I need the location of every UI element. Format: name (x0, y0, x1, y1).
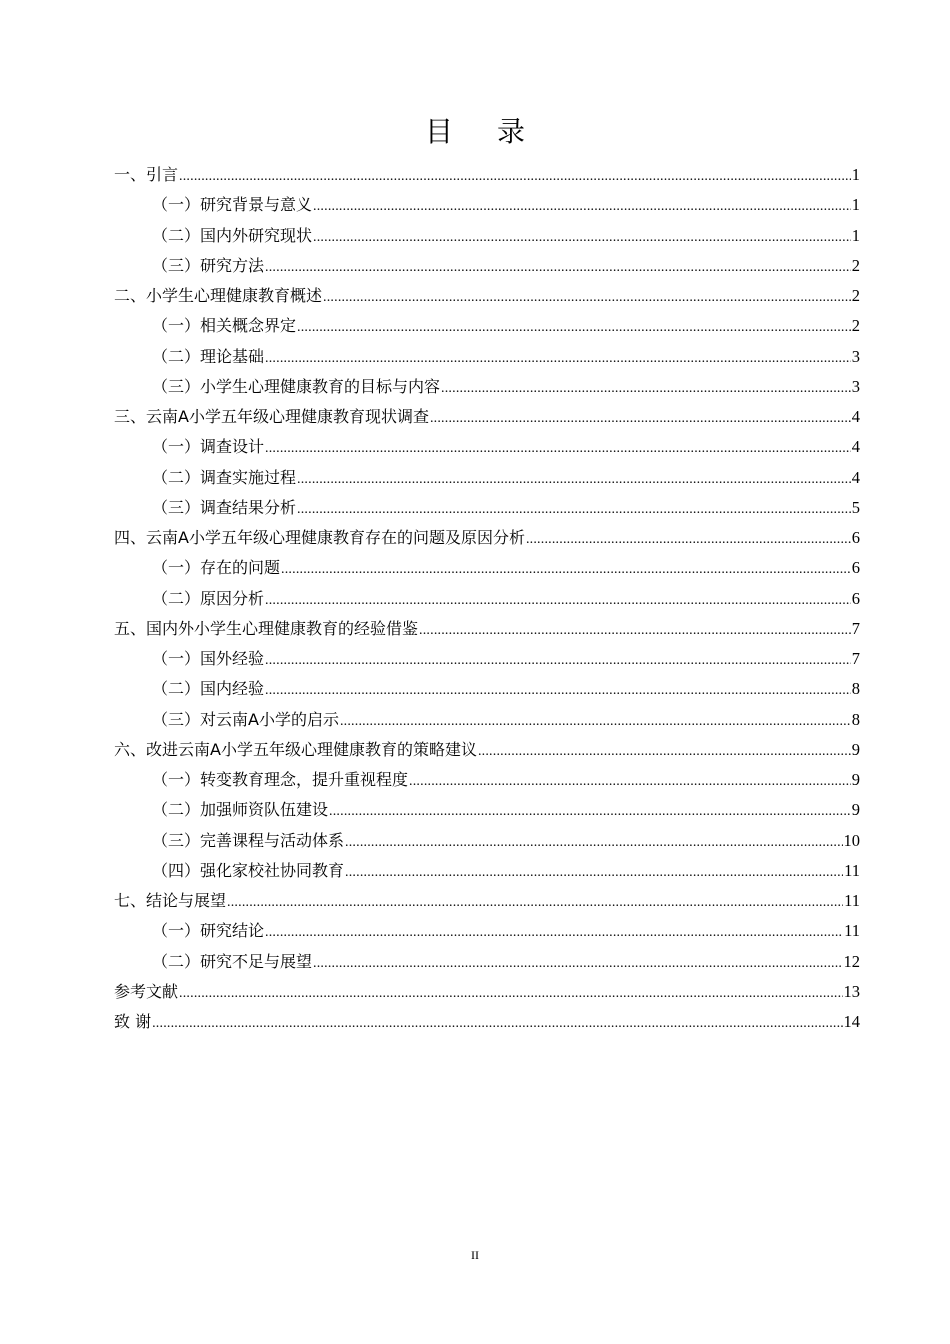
dot-leader (419, 616, 851, 646)
page-title: 目录 (424, 115, 569, 148)
toc-entry-label: （一）相关概念界定 (152, 316, 297, 336)
toc-entry-label: （一）转变教育理念，提升重视程度 (152, 770, 409, 789)
toc-entry-label: （一）调查设计 (152, 437, 265, 457)
dot-leader (345, 828, 842, 858)
toc-entry-label: （二）加强师资队伍建设 (152, 800, 329, 820)
toc-entry-label: （三）完善课程与活动体系 (152, 830, 345, 850)
dot-leader (265, 586, 851, 616)
toc-entry-label: （一）国外经验 (152, 649, 265, 668)
toc-entry[interactable] (114, 765, 860, 795)
toc-entry-page: 6 (851, 558, 860, 578)
toc-entry-label: 二、小学生心理健康教育概述 (114, 286, 323, 305)
dot-leader (345, 858, 843, 888)
toc-entry-page: 9 (851, 800, 860, 820)
toc-entry[interactable] (114, 221, 860, 251)
toc-entry-page: 11 (844, 921, 860, 941)
dot-leader (265, 646, 851, 676)
dot-leader (478, 737, 851, 767)
toc-entry-label: （三）研究方法 (152, 255, 265, 275)
dot-leader (340, 707, 851, 737)
toc-entry-page: 9 (851, 770, 860, 789)
toc-entry-label: （一）研究背景与意义 (152, 195, 313, 215)
toc-entry-page: 12 (843, 951, 860, 971)
dot-leader (313, 949, 842, 979)
dot-leader (297, 495, 851, 525)
toc-entry-page: 2 (851, 316, 860, 336)
dot-leader (265, 344, 851, 374)
toc-entry-page: 7 (851, 649, 860, 668)
toc-entry-page: 11 (844, 891, 860, 910)
toc-entry[interactable] (114, 1007, 860, 1037)
page-number: II (471, 1248, 479, 1262)
toc-entry[interactable] (114, 705, 860, 735)
toc-entry-label: （二）理论基础 (152, 346, 265, 366)
toc-entry-page: 9 (851, 739, 860, 759)
toc-entry[interactable] (114, 584, 860, 614)
toc-entry-page: 4 (851, 437, 860, 457)
toc-entry[interactable] (114, 553, 860, 583)
dot-leader (297, 465, 851, 495)
toc-entry-page: 3 (851, 376, 860, 396)
dot-leader (265, 434, 851, 464)
toc-entry-page: 8 (851, 679, 860, 699)
toc-entry-page: 8 (851, 709, 860, 729)
toc-entry[interactable] (114, 795, 860, 825)
toc-entry[interactable] (114, 342, 860, 372)
toc-entry-label: （二）国内经验 (152, 679, 265, 699)
toc-entry[interactable] (114, 463, 860, 493)
toc-entry[interactable] (114, 402, 860, 432)
dot-leader (409, 767, 851, 797)
table-of-contents (114, 160, 860, 1037)
toc-entry-label: 七、结论与展望 (114, 891, 227, 910)
toc-entry-page: 6 (851, 588, 860, 608)
toc-entry[interactable] (114, 251, 860, 281)
toc-entry-label: （三）小学生心理健康教育的目标与内容 (152, 376, 441, 396)
toc-entry-label: （三）对云南A小学的启示 (152, 709, 339, 729)
toc-entry-page: 7 (851, 618, 860, 638)
toc-entry-page: 6 (851, 528, 860, 547)
toc-entry-page: 11 (844, 860, 860, 880)
toc-entry-page: 13 (843, 981, 860, 1001)
dot-leader (152, 1009, 842, 1039)
toc-entry-label: 六、改进云南A小学五年级心理健康教育的策略建议 (114, 739, 477, 759)
toc-entry-page: 14 (843, 1012, 860, 1031)
dot-leader (323, 283, 851, 313)
toc-entry[interactable] (114, 493, 860, 523)
toc-entry-page: 4 (851, 407, 860, 426)
dot-leader (441, 374, 851, 404)
toc-entry-label: 四、云南A小学五年级心理健康教育存在的问题及原因分析 (114, 528, 525, 547)
toc-entry-page: 4 (851, 467, 860, 487)
toc-entry-label: （二）原因分析 (152, 588, 265, 608)
toc-entry-page: 2 (851, 255, 860, 275)
toc-entry[interactable] (114, 735, 860, 765)
dot-leader (430, 404, 851, 434)
toc-entry[interactable] (114, 190, 860, 220)
toc-entry[interactable] (114, 886, 860, 916)
toc-entry-label: （三）调查结果分析 (152, 497, 297, 517)
toc-entry[interactable] (114, 432, 860, 462)
toc-entry-label: 一、引言 (114, 165, 179, 184)
toc-entry-label: （二）国内外研究现状 (152, 225, 313, 245)
toc-entry-page: 1 (851, 225, 860, 245)
toc-entry[interactable] (114, 674, 860, 704)
dot-leader (179, 979, 842, 1009)
dot-leader (329, 797, 851, 827)
toc-entry[interactable] (114, 826, 860, 856)
toc-entry[interactable] (114, 523, 860, 553)
dot-leader (227, 888, 843, 918)
dot-leader (265, 253, 851, 283)
toc-entry-label: 参考文献 (114, 981, 179, 1001)
dot-leader (179, 162, 851, 192)
toc-entry[interactable] (114, 372, 860, 402)
toc-entry[interactable] (114, 916, 860, 946)
toc-entry-label: 三、云南A小学五年级心理健康教育现状调查 (114, 407, 429, 426)
toc-entry-label: （一）研究结论 (152, 921, 265, 941)
toc-entry-label: 五、国内外小学生心理健康教育的经验借鉴 (114, 618, 419, 638)
toc-entry-label: 致 谢 (114, 1012, 152, 1031)
toc-entry-label: （一）存在的问题 (152, 558, 281, 578)
toc-entry-label: （二）研究不足与展望 (152, 951, 313, 971)
toc-entry[interactable] (114, 614, 860, 644)
toc-entry[interactable] (114, 311, 860, 341)
toc-entry-page: 1 (851, 195, 860, 215)
toc-entry-label: （四）强化家校社协同教育 (152, 860, 345, 880)
toc-entry[interactable] (114, 281, 860, 311)
toc-entry-page: 5 (851, 497, 860, 517)
toc-entry[interactable] (114, 947, 860, 977)
dot-leader (265, 676, 851, 706)
toc-entry-page: 10 (843, 830, 860, 850)
dot-leader (281, 555, 851, 585)
toc-entry-page: 2 (851, 286, 860, 305)
toc-entry[interactable] (114, 160, 860, 190)
toc-entry-page: 3 (851, 346, 860, 366)
toc-entry-label: （二）调查实施过程 (152, 467, 297, 487)
toc-entry-page: 1 (851, 165, 860, 184)
dot-leader (313, 223, 851, 253)
dot-leader (265, 918, 843, 948)
dot-leader (526, 525, 851, 555)
dot-leader (313, 192, 851, 222)
toc-entry[interactable] (114, 856, 860, 886)
dot-leader (297, 313, 851, 343)
toc-entry[interactable] (114, 977, 860, 1007)
toc-entry[interactable] (114, 644, 860, 674)
